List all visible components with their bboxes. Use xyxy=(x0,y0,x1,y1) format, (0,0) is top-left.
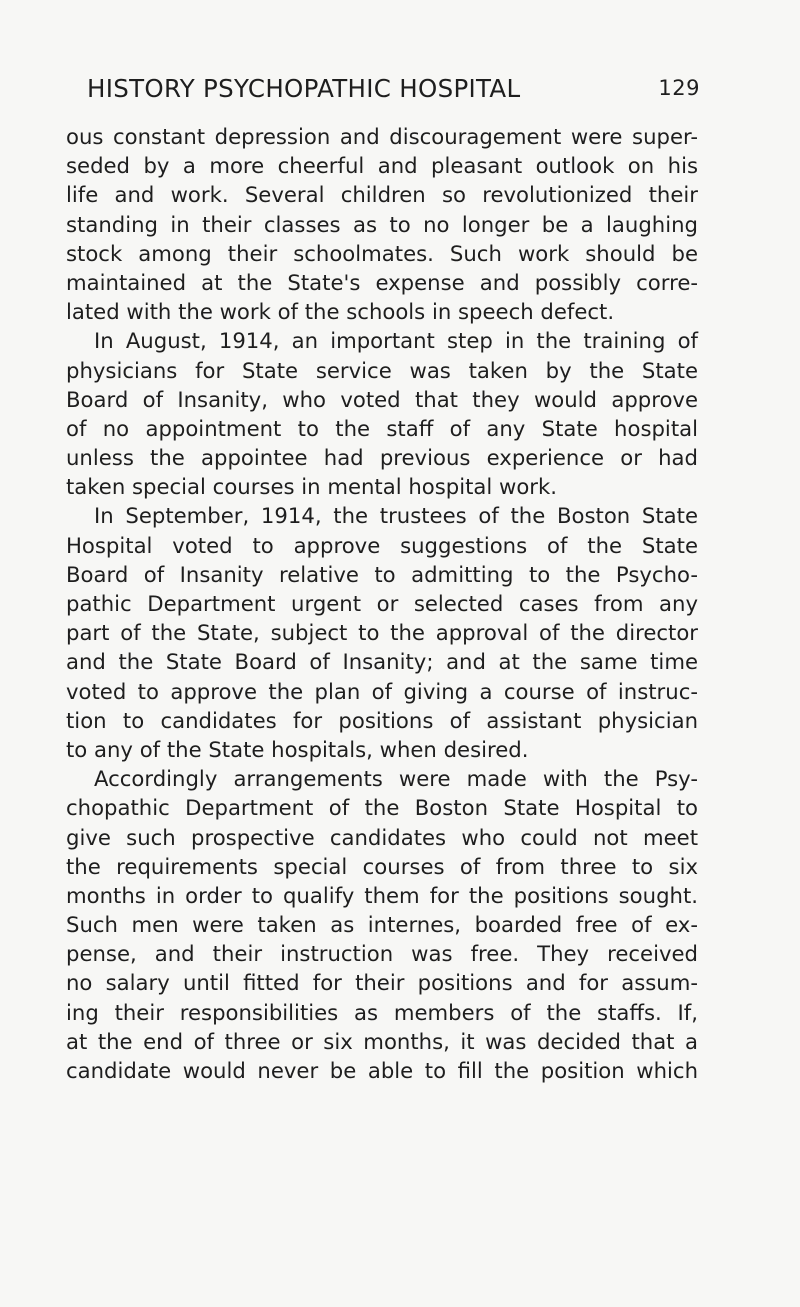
text-line: of no appointment to the staff of any State hospital xyxy=(66,415,698,441)
body-text xyxy=(66,122,698,1085)
text-line: tion to candidates for positions of assistant physician xyxy=(66,707,698,733)
text-line: give such prospective candidates who could not meet xyxy=(66,824,698,850)
text-line: part of the State, subject to the approval of the director xyxy=(66,620,698,646)
text-line: stock among their schoolmates. Such work should be xyxy=(66,240,698,266)
text-line: chopathic Department of the Boston State Hospital to xyxy=(66,795,698,821)
text-line: maintained at the State's expense and possibly corre- xyxy=(66,269,698,295)
text-line: at the end of three or six months, it was decided that a xyxy=(66,1028,698,1054)
text-line: unless the appointee had previous experience or had xyxy=(66,445,698,471)
text-line: life and work. Several children so revolutionized their xyxy=(66,182,698,208)
text-line: taken special courses in mental hospital work. xyxy=(66,474,558,500)
text-line: seded by a more cheerful and pleasant outlook on his xyxy=(66,153,698,179)
page-number: 129 xyxy=(658,76,700,100)
text-line: to any of the State hospitals, when desired. xyxy=(66,736,529,762)
text-line: pathic Department urgent or selected cases from any xyxy=(66,591,698,616)
text-line: lated with the work of the schools in speech defect. xyxy=(66,299,615,325)
text-line: voted to approve the plan of giving a course of instruc- xyxy=(66,678,698,704)
text-line: ous constant depression and discouragement were super- xyxy=(66,124,698,149)
text-line: physicians for State service was taken by the State xyxy=(66,357,698,383)
text-line: pense, and their instruction was free. They received xyxy=(66,941,698,967)
text-line: ing their responsibilities as members of the staffs. If, xyxy=(66,999,698,1025)
text-line: In August, 1914, an important step in the training of xyxy=(94,328,698,354)
text-line: and the State Board of Insanity; and at the same time xyxy=(66,649,698,675)
page-header xyxy=(66,74,698,108)
text-line: Hospital voted to approve suggestions of the State xyxy=(66,532,698,558)
text-line: In September, 1914, the trustees of the Boston State xyxy=(94,503,698,529)
text-line: Such men were taken as internes, boarded free of ex- xyxy=(66,912,698,938)
text-line: candidate would never be able to fill the position which xyxy=(66,1058,698,1083)
text-line: no salary until fitted for their positions and for assum- xyxy=(66,970,698,996)
running-head: HISTORY PSYCHOPATHIC HOSPITAL xyxy=(87,74,521,103)
text-line: standing in their classes as to no longer be a laughing xyxy=(66,211,698,237)
text-line: the requirements special courses of from three to six xyxy=(66,853,698,879)
book-page xyxy=(66,74,698,1085)
text-line: Accordingly arrangements were made with the Psy- xyxy=(94,766,698,792)
text-line: Board of Insanity relative to admitting to the Psycho- xyxy=(66,561,698,587)
text-line: Board of Insanity, who voted that they would approve xyxy=(66,386,698,412)
text-line: months in order to qualify them for the positions sought. xyxy=(66,882,698,908)
